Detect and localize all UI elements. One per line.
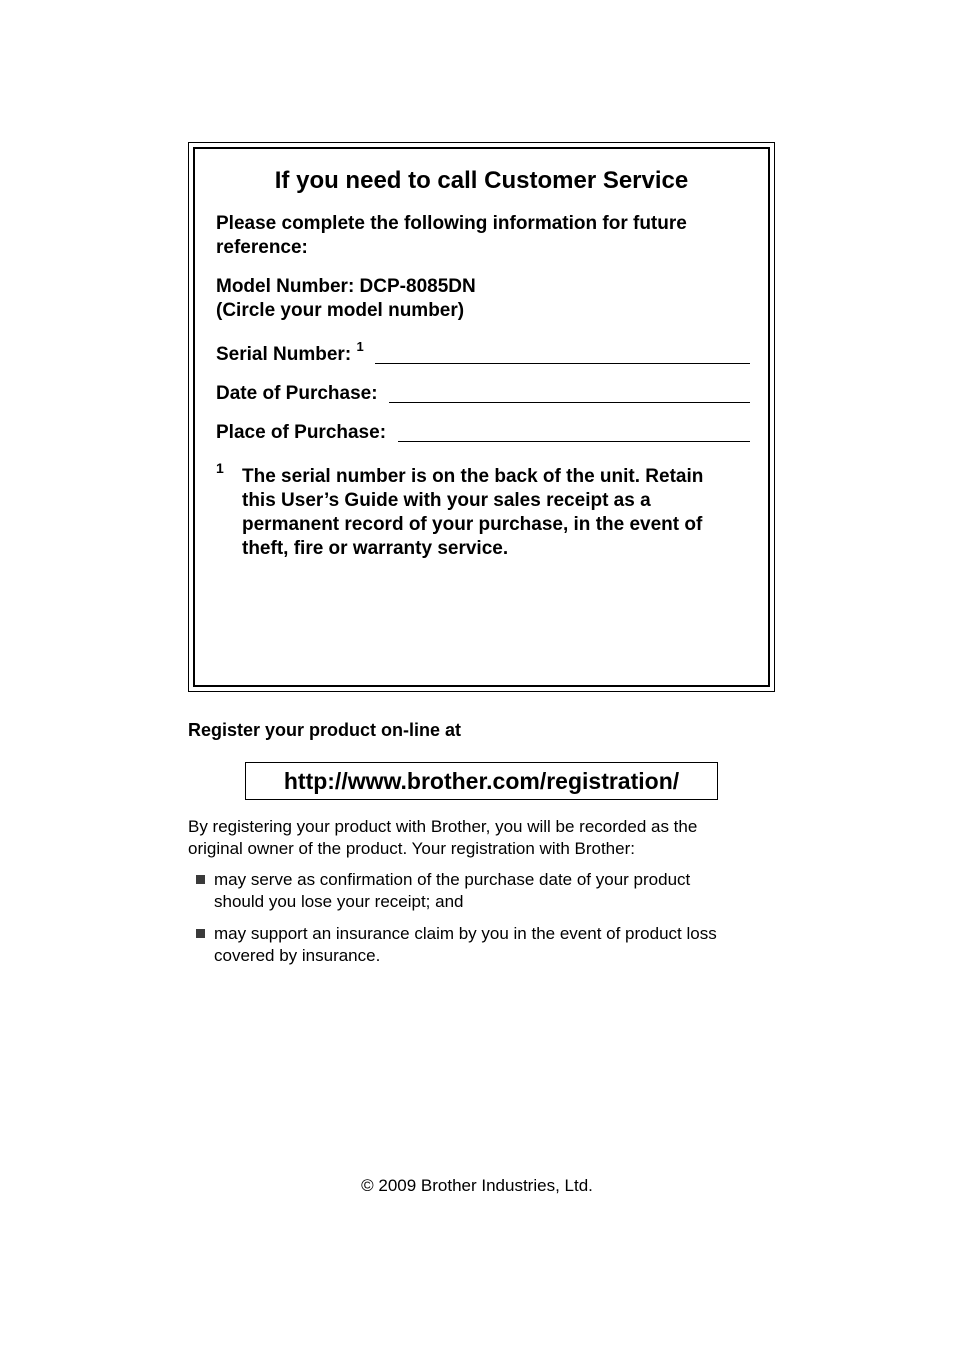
copyright: © 2009 Brother Industries, Ltd. — [361, 1176, 593, 1195]
bullet-square-icon — [196, 875, 205, 884]
bullet-2-line-2: covered by insurance. — [214, 946, 381, 965]
intro-line-2: reference: — [216, 237, 308, 258]
bullet-square-icon — [196, 929, 205, 938]
registration-url-box[interactable] — [245, 762, 718, 800]
footnote-line-2: this User’s Guide with your sales receipt as a — [242, 490, 651, 511]
serial-number-field[interactable] — [375, 363, 750, 364]
register-heading: Register your product on-line at — [188, 720, 462, 740]
footnote-marker: 1 — [216, 460, 224, 476]
serial-number-label — [216, 338, 364, 367]
model-number: Model Number: DCP-8085DN — [216, 276, 476, 297]
footnote-line-3: permanent record of your purchase, in the event of — [242, 514, 703, 535]
place-of-purchase-field[interactable] — [398, 441, 750, 442]
bullet-1-line-1: may serve as confirmation of the purchase date of your product — [214, 870, 691, 889]
intro-line-1: Please complete the following information for future — [216, 213, 687, 234]
date-of-purchase-field[interactable] — [389, 402, 750, 403]
customer-service-box — [188, 142, 775, 692]
serial-label-text: Serial Number: — [216, 344, 352, 365]
place-of-purchase-label: Place of Purchase: — [216, 422, 387, 443]
model-hint: (Circle your model number) — [216, 300, 465, 321]
date-of-purchase-label: Date of Purchase: — [216, 383, 378, 404]
footnote-line-4: theft, fire or warranty service. — [242, 538, 509, 559]
registration-url[interactable]: http://www.brother.com/registration/ — [283, 768, 680, 794]
customer-service-box-inner — [193, 147, 770, 687]
registration-paragraph-line-1: By registering your product with Brother, you will be recorded as the — [188, 817, 698, 836]
footnote-line-1: The serial number is on the back of the unit. Retain — [242, 466, 704, 487]
bullet-2-line-1: may support an insurance claim by you in the event of product loss — [214, 924, 717, 943]
bullet-1-line-2: should you lose your receipt; and — [214, 892, 464, 911]
serial-footnote-ref: 1 — [356, 338, 364, 354]
box-title: If you need to call Customer Service — [274, 167, 689, 194]
registration-paragraph-line-2: original owner of the product. Your registration with Brother: — [188, 839, 635, 858]
